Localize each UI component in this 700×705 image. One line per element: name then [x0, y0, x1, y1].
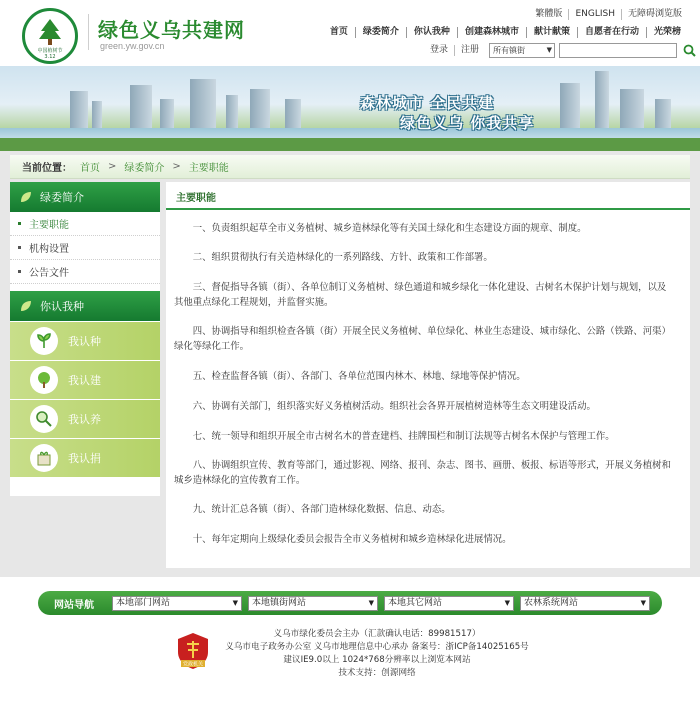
- nav-suggestions[interactable]: 献计献策: [526, 27, 577, 38]
- sidebar-item-label: 我认建: [68, 374, 101, 387]
- duty-item: 十、每年定期向上级绿化委员会报告全市义务植树和城乡造林绿化进展情况。: [192, 534, 512, 545]
- town-sites-select[interactable]: [248, 596, 378, 611]
- leaf-icon: [20, 191, 32, 203]
- site-domain: green.yw.gov.cn: [100, 41, 165, 51]
- breadcrumb: [10, 155, 690, 179]
- footer-organizer: 义乌市电子政务办公室 义乌市地理信息中心承办 备案号：浙ICP备14025165号: [225, 642, 529, 652]
- seedling-icon: [30, 327, 58, 355]
- chevron-down-icon: ▼: [368, 598, 374, 607]
- footer-tech-support: 技术支持：创源网络: [338, 668, 416, 678]
- banner-building: [620, 89, 644, 129]
- duty-item: 四、协调指导和组织检查各镇（街）开展全民义务植树、单位绿化、林业生态建设、城市绿化、公路（铁路、河渠）绿化等绿化工作。: [174, 326, 671, 352]
- sidebar-gap: [10, 284, 160, 291]
- sidebar-item-adopt-plant[interactable]: [10, 322, 160, 360]
- banner-building: [70, 91, 88, 129]
- title-underline: [166, 208, 690, 210]
- site-logo[interactable]: [22, 8, 78, 64]
- logo-caption: 中国植树节: [37, 48, 63, 54]
- sidebar-item-adopt-donate[interactable]: [10, 439, 160, 477]
- tree-icon: [30, 366, 58, 394]
- header-divider: [88, 14, 89, 50]
- select-value: 本地镇街网站: [252, 597, 307, 608]
- magnifier-tree-icon: [30, 405, 58, 433]
- duty-item: 九、统计汇总各镇（街）、各部门造林绿化数据、信息、动态。: [192, 504, 451, 515]
- bullet-icon: [18, 270, 21, 273]
- sidebar-item-label: 机构设置: [29, 244, 69, 255]
- breadcrumb-separator: >: [108, 161, 117, 172]
- duty-item: 六、协调有关部门，组织落实好义务植树活动。组织社会各界开展植树造林等生态文明建设活动。: [192, 401, 596, 412]
- banner-building: [130, 85, 152, 129]
- chevron-down-icon: ▼: [504, 598, 510, 607]
- banner-slogan-line2: 绿色义乌 你我共享: [400, 114, 535, 132]
- breadcrumb-committee-intro[interactable]: 绿委简介: [124, 163, 165, 174]
- footer-nav-label: 网站导航: [54, 599, 94, 611]
- breadcrumb-home[interactable]: 首页: [80, 163, 100, 174]
- banner-building: [160, 99, 174, 129]
- traditional-chinese-link[interactable]: 繁體版: [535, 9, 563, 19]
- english-link[interactable]: ENGLISH: [568, 9, 621, 20]
- department-sites-select[interactable]: [112, 596, 242, 611]
- banner-building: [655, 99, 671, 129]
- select-value: 本地部门网站: [116, 597, 171, 608]
- banner-building: [250, 89, 270, 129]
- chevron-down-icon: ▼: [640, 598, 646, 607]
- duty-item: 七、统一领导和组织开展全市古树名木的普查建档、挂牌围栏和制订法规等古树名木保护与管理工作。: [192, 431, 615, 442]
- logo-date: 3.12: [44, 54, 56, 60]
- banner-image: [0, 66, 700, 151]
- sidebar-item-label: 我认养: [68, 413, 101, 426]
- banner-grass: [0, 138, 700, 151]
- sidebar-section-adopt: [10, 291, 160, 321]
- banner-building: [92, 101, 102, 129]
- site-title[interactable]: 绿色义乌共建网: [98, 18, 245, 42]
- duty-item: 八、协调组织宣传、教育等部门，通过影视、网络、报刊、杂志、图书、画册、板报、标语等形式，开展义务植树和城乡造林绿化的宣传教育工作。: [174, 460, 671, 486]
- sidebar-section-committee: [10, 182, 160, 212]
- nav-committee-intro[interactable]: 绿委简介: [355, 27, 406, 38]
- sidebar-item-label: 公告文件: [29, 268, 69, 279]
- chevron-down-icon: ▼: [546, 46, 553, 54]
- search-input[interactable]: [559, 43, 677, 58]
- accessible-version-link[interactable]: 无障碍浏览版: [621, 9, 688, 20]
- sidebar-section-title: 绿委简介: [40, 191, 84, 204]
- search-icon: [683, 44, 696, 57]
- duty-item: 一、负责组织起草全市义务植树、城乡造林绿化等有关国土绿化和生态建设方面的规章、制度。: [192, 223, 587, 234]
- leaf-icon: [20, 300, 32, 312]
- sidebar: [10, 182, 160, 496]
- sidebar-item-adopt-care[interactable]: [10, 400, 160, 438]
- site-scope-select[interactable]: [489, 43, 555, 58]
- sidebar-item-label: 我认种: [68, 335, 101, 348]
- top-links: [529, 9, 688, 20]
- site-scope-value: 所有镇街: [493, 46, 526, 55]
- nav-adopt-plant[interactable]: 你认我种: [406, 27, 457, 38]
- bullet-icon: [18, 222, 21, 225]
- main-content: [166, 182, 690, 568]
- page-title: 主要职能: [176, 192, 216, 204]
- tree-logo-icon: [35, 17, 65, 47]
- sidebar-item-organization[interactable]: [10, 236, 160, 260]
- nav-volunteers[interactable]: 自愿者在行动: [577, 27, 646, 38]
- banner-building: [285, 99, 301, 129]
- breadcrumb-label: 当前位置：: [22, 163, 72, 174]
- breadcrumb-current[interactable]: 主要职能: [188, 163, 229, 174]
- nav-home[interactable]: 首页: [329, 27, 348, 37]
- sidebar-section-title: 你认我种: [40, 300, 84, 313]
- chevron-down-icon: ▼: [232, 598, 238, 607]
- other-sites-select[interactable]: [384, 596, 514, 611]
- user-search-bar: [424, 43, 698, 58]
- gov-badge-icon[interactable]: [176, 632, 210, 670]
- banner-building: [226, 95, 238, 129]
- footer-sponsor: 义乌市绿化委员会主办（汇款确认电话：89981517）: [273, 629, 481, 639]
- footer-site-navigation: [38, 591, 662, 615]
- sidebar-item-main-duties[interactable]: [10, 212, 160, 236]
- sidebar-item-adopt-build[interactable]: [10, 361, 160, 399]
- search-button[interactable]: [680, 43, 698, 58]
- nav-forest-city[interactable]: 创建森林城市: [457, 27, 526, 38]
- duty-item: 二、组织贯彻执行有关造林绿化的一系列路线、方针、政策和工作部署。: [192, 252, 493, 263]
- banner-building: [560, 83, 580, 129]
- duty-item: 三、督促指导各镇（街）、各单位制订义务植树、绿色通道和城乡绿化一体化建设、古树名木保护计划与规划，以及其他重点绿化工程规划，并监督实施。: [174, 282, 667, 308]
- footer-browser-tip: 建议IE9.0以上 1024*768分辨率以上浏览本网站: [283, 655, 471, 665]
- select-value: 农林系统网站: [524, 597, 579, 608]
- nav-honor-roll[interactable]: 光荣榜: [646, 27, 688, 38]
- agri-forestry-sites-select[interactable]: [520, 596, 650, 611]
- site-header: [0, 0, 700, 66]
- banner-building: [190, 79, 216, 129]
- gift-bag-icon: [30, 444, 58, 472]
- sidebar-item-announcements[interactable]: [10, 260, 160, 284]
- duty-item: 五、检查监督各镇（街）、各部门、各单位范围内林木、林地、绿地等保护情况。: [192, 371, 526, 382]
- banner-slogan-line1: 森林城市 全民共建: [360, 94, 495, 112]
- footer-info: [222, 628, 532, 680]
- sidebar-item-label: 我认捐: [68, 452, 101, 465]
- sidebar-item-label: 主要职能: [29, 220, 69, 231]
- main-nav: [323, 27, 688, 38]
- badge-text: 党政机关: [182, 661, 204, 668]
- login-link[interactable]: 登录: [430, 45, 449, 55]
- breadcrumb-separator: >: [172, 161, 181, 172]
- banner-building: [595, 71, 609, 129]
- bullet-icon: [18, 246, 21, 249]
- register-link[interactable]: 注册: [454, 45, 485, 56]
- select-value: 本地其它网站: [388, 597, 443, 608]
